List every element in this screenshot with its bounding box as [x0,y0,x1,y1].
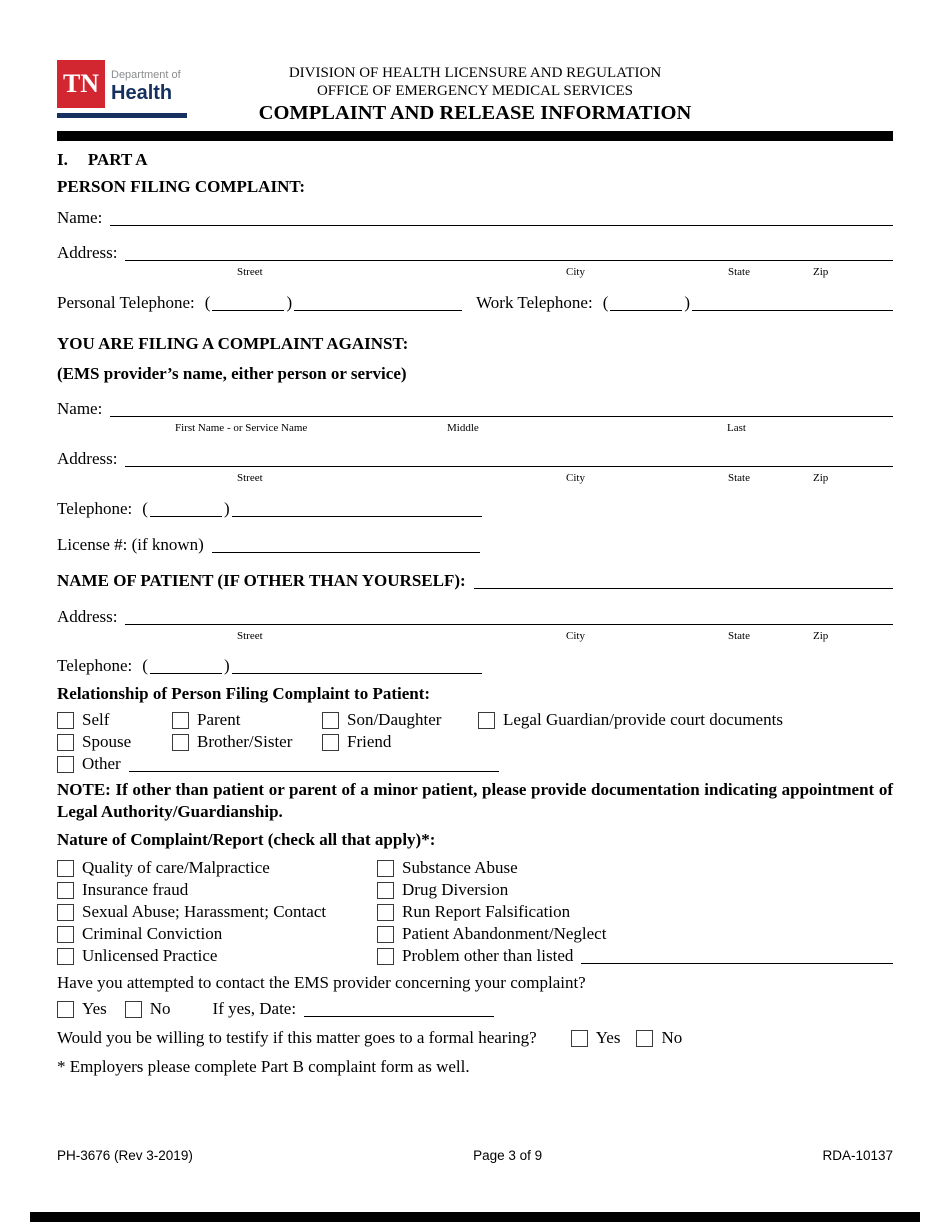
city-sublabel: City [566,266,585,278]
close-paren: ) [684,293,691,312]
form-title: COMPLAINT AND RELEASE INFORMATION [258,102,692,124]
legal-authority-note: NOTE: If other than patient or parent of a minor patient, please provide documentation indicating appointment of Legal Authority/Guardianship. [57,780,893,821]
contact-yes-label: Yes [82,999,107,1018]
nature-heading [57,829,893,851]
bottom-divider-bar [30,1212,920,1222]
nature-option-substance-abuse[interactable] [377,857,518,879]
brother-sister-checkbox[interactable] [172,734,189,751]
license-number-line[interactable] [212,538,480,553]
parent-label: Parent [197,710,241,729]
close-paren: ) [286,293,293,312]
last-sublabel: Last [727,422,746,434]
testify-no-label: No [661,1028,683,1047]
zip-sublabel: Zip [813,630,829,642]
provider-address-label: Address: [57,449,118,468]
against-subheading [57,363,893,385]
patient-address-line[interactable] [125,610,893,625]
relationship-row-3 [57,753,893,775]
contact-no-checkbox[interactable] [125,1001,142,1018]
nature-option-patient-abandonment[interactable] [377,923,606,945]
personal-phone-number-line[interactable] [294,296,462,311]
street-sublabel: Street [237,266,263,278]
state-sublabel: State [728,630,750,642]
section-heading [57,149,893,171]
nature-option-run-report-falsification[interactable] [377,901,570,923]
section-number: I. [57,150,68,169]
testify-no-option[interactable] [636,1027,682,1049]
close-paren: ) [223,499,230,518]
nature-option-unlicensed-practice[interactable] [57,945,377,967]
zip-sublabel: Zip [813,266,829,278]
patient-phone-label: Telephone: [57,656,133,675]
son-daughter-label: Son/Daughter [347,710,442,729]
nature-option-sexual-abuse[interactable] [57,901,377,923]
nature-option-insurance-fraud[interactable] [57,879,377,901]
provider-address-row [57,448,893,470]
provider-address-line[interactable] [125,452,893,467]
legal-guardian-label: Legal Guardian/provide court documents [503,710,783,729]
insurance-fraud-label: Insurance fraud [82,880,189,899]
against-heading [57,333,893,355]
patient-name-line[interactable] [474,574,893,589]
work-phone-label: Work Telephone: [476,293,593,312]
son-daughter-checkbox[interactable] [322,712,339,729]
city-sublabel: City [566,630,585,642]
relationship-option-friend[interactable] [322,731,478,753]
state-sublabel: State [728,472,750,484]
tn-logo-icon [57,60,105,108]
logo-underline-bar [57,113,187,118]
relationship-option-spouse[interactable] [57,731,172,753]
person-filing-heading [57,176,893,198]
testify-question-text: Would you be willing to testify if this matter goes to a formal hearing? [57,1028,537,1047]
contact-question-text: Have you attempted to contact the EMS provider concerning your complaint? [57,973,586,992]
self-label: Self [82,710,110,729]
provider-address-sublabels [57,470,893,486]
problem-other-line[interactable] [581,949,893,964]
close-paren: ) [223,656,230,675]
relationship-option-parent[interactable] [172,709,322,731]
nature-option-drug-diversion[interactable] [377,879,508,901]
contact-no-label: No [149,999,171,1018]
patient-address-label: Address: [57,607,118,626]
sexual-abuse-label: Sexual Abuse; Harassment; Contact [82,902,327,921]
street-sublabel: Street [237,472,263,484]
unlicensed-practice-checkbox[interactable] [57,948,74,965]
problem-other-checkbox[interactable] [377,948,394,965]
spouse-checkbox[interactable] [57,734,74,751]
rda-number: RDA-10137 [822,1148,893,1163]
form-number: PH-3676 (Rev 3-2019) [57,1148,193,1163]
drug-diversion-label: Drug Diversion [402,880,509,899]
page-footer [57,1148,893,1163]
quality-of-care-label: Quality of care/Malpractice [82,858,270,877]
relationship-option-other[interactable] [57,753,121,775]
work-phone-number-line[interactable] [692,296,893,311]
person-name-line[interactable] [110,211,893,226]
provider-name-row [57,398,893,420]
form-header [0,0,950,127]
tn-logo-text: TN [62,69,100,98]
unlicensed-practice-label: Unlicensed Practice [82,946,218,965]
relationship-row-1 [57,709,893,731]
testify-yes-label: Yes [595,1028,621,1047]
patient-phone-area-line[interactable] [150,659,222,674]
testify-yes-checkbox[interactable] [571,1030,588,1047]
substance-abuse-label: Substance Abuse [402,858,518,877]
open-paren: ( [602,293,609,312]
if-yes-date-label: If yes, Date: [212,999,297,1018]
criminal-conviction-label: Criminal Conviction [82,924,223,943]
nature-row-1 [57,857,893,879]
patient-address-sublabels [57,628,893,644]
patient-phone-row [57,655,893,677]
nature-row-2 [57,879,893,901]
friend-label: Friend [347,732,392,751]
relationship-option-son-daughter[interactable] [322,709,478,731]
zip-sublabel: Zip [813,472,829,484]
friend-checkbox[interactable] [322,734,339,751]
patient-phone-number-line[interactable] [232,659,482,674]
logo-health: Health [111,82,173,104]
section-title: PART A [87,150,148,169]
other-label: Other [82,754,121,773]
patient-abandonment-label: Patient Abandonment/Neglect [402,924,607,943]
nature-option-quality-of-care[interactable] [57,857,377,879]
nature-grid [57,857,893,967]
brother-sister-label: Brother/Sister [197,732,293,751]
tn-logo-row [57,60,187,108]
person-phones-row [57,292,893,314]
employers-note-row [57,1056,893,1078]
contact-answer-row [57,998,893,1020]
contact-no-option[interactable] [125,998,171,1020]
page-number: Page 3 of 9 [473,1148,543,1163]
nature-row-4 [57,923,893,945]
insurance-fraud-checkbox[interactable] [57,882,74,899]
person-address-line[interactable] [125,246,893,261]
parent-checkbox[interactable] [172,712,189,729]
contact-date-line[interactable] [304,1002,494,1017]
contact-yes-option[interactable] [57,998,107,1020]
patient-heading: NAME OF PATIENT (IF OTHER THAN YOURSELF): [57,571,466,590]
testify-no-checkbox[interactable] [636,1030,653,1047]
first-name-sublabel: First Name - or Service Name [175,422,308,434]
header-divider-bar [57,131,893,141]
person-address-label: Address: [57,243,118,262]
logo-wordmark [111,60,181,108]
provider-phone-label: Telephone: [57,499,133,518]
spouse-label: Spouse [82,732,132,751]
patient-heading-row [57,570,893,592]
quality-of-care-checkbox[interactable] [57,860,74,877]
state-sublabel: State [728,266,750,278]
contact-yes-checkbox[interactable] [57,1001,74,1018]
other-relationship-line[interactable] [129,757,499,772]
city-sublabel: City [566,472,585,484]
legal-guardian-checkbox[interactable] [478,712,495,729]
run-report-falsification-checkbox[interactable] [377,904,394,921]
personal-phone-area-line[interactable] [212,296,284,311]
relationship-heading-text: Relationship of Person Filing Complaint to Patient: [57,684,431,703]
person-name-label: Name: [57,208,103,227]
office-line: OFFICE OF EMERGENCY MEDICAL SERVICES [316,83,634,99]
provider-phone-row [57,498,893,520]
self-checkbox[interactable] [57,712,74,729]
problem-other-label: Problem other than listed [402,946,574,965]
provider-phone-number-line[interactable] [232,502,482,517]
license-label: License #: (if known) [57,535,204,554]
form-body [0,149,950,1078]
work-phone-area-line[interactable] [610,296,682,311]
nature-heading-text: Nature of Complaint/Report (check all that apply)*: [57,830,436,849]
nature-option-problem-other[interactable] [377,945,573,967]
person-name-row [57,207,893,229]
person-address-row [57,242,893,264]
relationship-row-2 [57,731,893,753]
nature-row-3 [57,901,893,923]
criminal-conviction-checkbox[interactable] [57,926,74,943]
relationship-option-legal-guardian[interactable] [478,709,783,731]
relationship-option-self[interactable] [57,709,172,731]
provider-phone-area-line[interactable] [150,502,222,517]
open-paren: ( [142,499,148,518]
logo-department-of: Department of [111,69,181,81]
person-address-sublabels [57,264,893,280]
employers-note-text: * Employers please complete Part B complaint form as well. [57,1057,470,1076]
nature-row-5 [57,945,893,967]
against-subheading-text: (EMS provider’s name, either person or service) [57,364,407,383]
division-line: DIVISION OF HEALTH LICENSURE AND REGULATION [288,65,662,81]
open-paren: ( [142,656,148,675]
substance-abuse-checkbox[interactable] [377,860,394,877]
patient-abandonment-checkbox[interactable] [377,926,394,943]
relationship-heading [57,683,893,705]
middle-sublabel: Middle [447,422,479,434]
person-filing-heading-text: PERSON FILING COMPLAINT: [57,177,306,196]
run-report-falsification-label: Run Report Falsification [402,902,571,921]
testify-row [57,1027,893,1049]
license-row [57,534,893,556]
relationship-option-brother-sister[interactable] [172,731,322,753]
other-checkbox[interactable] [57,756,74,773]
provider-name-label: Name: [57,399,103,418]
nature-option-criminal-conviction[interactable] [57,923,377,945]
against-heading-text: YOU ARE FILING A COMPLAINT AGAINST: [57,334,409,353]
sexual-abuse-checkbox[interactable] [57,904,74,921]
provider-name-line[interactable] [110,402,893,417]
patient-address-row [57,606,893,628]
testify-yes-option[interactable] [571,1027,621,1049]
tn-health-logo [57,60,187,118]
street-sublabel: Street [237,630,263,642]
open-paren: ( [204,293,211,312]
contact-question-row [57,972,893,994]
personal-phone-label: Personal Telephone: [57,293,195,312]
provider-name-sublabels [57,420,893,436]
drug-diversion-checkbox[interactable] [377,882,394,899]
